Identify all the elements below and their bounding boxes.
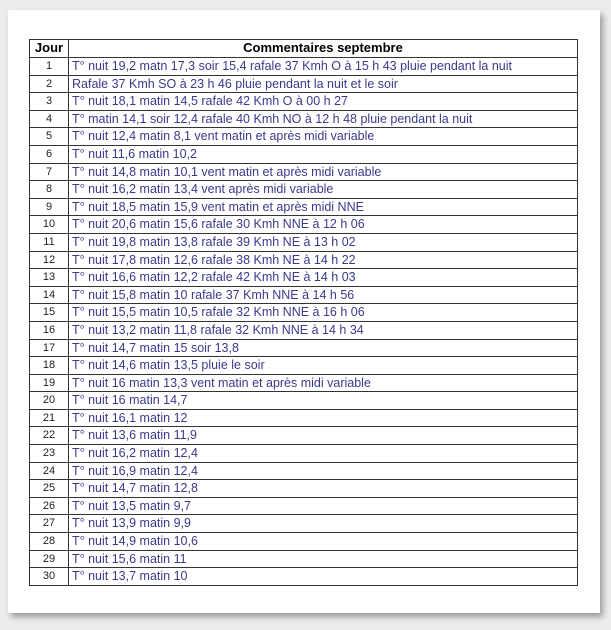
table-row: [30, 515, 578, 533]
table-row: [30, 339, 578, 357]
comment-cell: T° nuit 19,2 matn 17,3 soir 15,4 rafale 37 Kmh O à 15 h 43 pluie pendant la nuit: [69, 58, 578, 76]
comment-cell: T° nuit 16,1 matin 12: [69, 409, 578, 427]
comment-cell: T° nuit 18,1 matin 14,5 rafale 42 Kmh O à 00 h 27: [69, 93, 578, 111]
day-cell: 11: [30, 233, 69, 251]
table-row: [30, 58, 578, 76]
table-row: [30, 321, 578, 339]
day-cell: 2: [30, 75, 69, 93]
day-cell: 12: [30, 251, 69, 269]
table-row: [30, 110, 578, 128]
table-row: [30, 445, 578, 463]
day-cell: 23: [30, 445, 69, 463]
comment-cell: T° nuit 14,6 matin 13,5 pluie le soir: [69, 357, 578, 375]
day-cell: 10: [30, 216, 69, 234]
comment-cell: T° nuit 13,2 matin 11,8 rafale 32 Kmh NNE à 14 h 34: [69, 321, 578, 339]
day-cell: 13: [30, 269, 69, 287]
day-cell: 24: [30, 462, 69, 480]
day-cell: 6: [30, 145, 69, 163]
day-cell: 7: [30, 163, 69, 181]
day-cell: 5: [30, 128, 69, 146]
day-cell: 22: [30, 427, 69, 445]
comment-cell: T° nuit 16,2 matin 12,4: [69, 445, 578, 463]
header-jour: Jour: [30, 40, 69, 58]
comment-cell: T° nuit 15,8 matin 10 rafale 37 Kmh NNE à 14 h 56: [69, 286, 578, 304]
comment-cell: T° nuit 19,8 matin 13,8 rafale 39 Kmh NE à 13 h 02: [69, 233, 578, 251]
day-cell: 26: [30, 497, 69, 515]
day-cell: 4: [30, 110, 69, 128]
table-row: [30, 392, 578, 410]
day-cell: 25: [30, 480, 69, 498]
comment-cell: T° nuit 14,9 matin 10,6: [69, 533, 578, 551]
day-cell: 15: [30, 304, 69, 322]
day-cell: 8: [30, 181, 69, 199]
comment-cell: T° nuit 16,9 matin 12,4: [69, 462, 578, 480]
day-cell: 30: [30, 568, 69, 586]
comment-cell: T° nuit 15,5 matin 10,5 rafale 32 Kmh NNE à 16 h 06: [69, 304, 578, 322]
september-comments-table: [29, 39, 578, 586]
day-cell: 9: [30, 198, 69, 216]
comment-cell: Rafale 37 Kmh SO à 23 h 46 pluie pendant la nuit et le soir: [69, 75, 578, 93]
table-row: [30, 286, 578, 304]
day-cell: 14: [30, 286, 69, 304]
day-cell: 3: [30, 93, 69, 111]
day-cell: 1: [30, 58, 69, 76]
table-row: [30, 269, 578, 287]
table-row: [30, 550, 578, 568]
table-row: [30, 409, 578, 427]
comment-cell: T° nuit 18,5 matin 15,9 vent matin et après midi NNE: [69, 198, 578, 216]
table-row: [30, 304, 578, 322]
header-row: [30, 40, 578, 58]
table-row: [30, 497, 578, 515]
table-row: [30, 145, 578, 163]
table-row: [30, 374, 578, 392]
table-row: [30, 93, 578, 111]
comment-cell: T° nuit 14,7 matin 12,8: [69, 480, 578, 498]
comment-cell: T° nuit 16 matin 13,3 vent matin et après midi variable: [69, 374, 578, 392]
comment-cell: T° nuit 13,7 matin 10: [69, 568, 578, 586]
comment-cell: T° matin 14,1 soir 12,4 rafale 40 Kmh NO à 12 h 48 pluie pendant la nuit: [69, 110, 578, 128]
comment-cell: T° nuit 16,6 matin 12,2 rafale 42 Kmh NE à 14 h 03: [69, 269, 578, 287]
table-row: [30, 462, 578, 480]
table-row: [30, 357, 578, 375]
comment-cell: T° nuit 14,8 matin 10,1 vent matin et après midi variable: [69, 163, 578, 181]
comment-cell: T° nuit 20,6 matin 15,6 rafale 30 Kmh NNE à 12 h 06: [69, 216, 578, 234]
table-row: [30, 128, 578, 146]
day-cell: 17: [30, 339, 69, 357]
day-cell: 27: [30, 515, 69, 533]
comment-cell: T° nuit 14,7 matin 15 soir 13,8: [69, 339, 578, 357]
table-row: [30, 75, 578, 93]
table-row: [30, 233, 578, 251]
table-row: [30, 533, 578, 551]
table-row: [30, 427, 578, 445]
day-cell: 21: [30, 409, 69, 427]
table-row: [30, 181, 578, 199]
day-cell: 18: [30, 357, 69, 375]
comment-cell: T° nuit 16 matin 14,7: [69, 392, 578, 410]
day-cell: 16: [30, 321, 69, 339]
table-row: [30, 163, 578, 181]
day-cell: 19: [30, 374, 69, 392]
comment-cell: T° nuit 17,8 matin 12,6 rafale 38 Kmh NE à 14 h 22: [69, 251, 578, 269]
comment-cell: T° nuit 13,5 matin 9,7: [69, 497, 578, 515]
day-cell: 29: [30, 550, 69, 568]
table-row: [30, 216, 578, 234]
comment-cell: T° nuit 15,6 matin 11: [69, 550, 578, 568]
header-commentaires: Commentaires septembre: [69, 40, 578, 58]
comment-cell: T° nuit 11,6 matin 10,2: [69, 145, 578, 163]
table-row: [30, 480, 578, 498]
table-row: [30, 568, 578, 586]
table-row: [30, 198, 578, 216]
comment-cell: T° nuit 13,6 matin 11,9: [69, 427, 578, 445]
comment-cell: T° nuit 12,4 matin 8,1 vent matin et après midi variable: [69, 128, 578, 146]
document-sheet: [8, 10, 600, 613]
table-row: [30, 251, 578, 269]
day-cell: 20: [30, 392, 69, 410]
comment-cell: T° nuit 13,9 matin 9,9: [69, 515, 578, 533]
day-cell: 28: [30, 533, 69, 551]
comment-cell: T° nuit 16,2 matin 13,4 vent après midi variable: [69, 181, 578, 199]
